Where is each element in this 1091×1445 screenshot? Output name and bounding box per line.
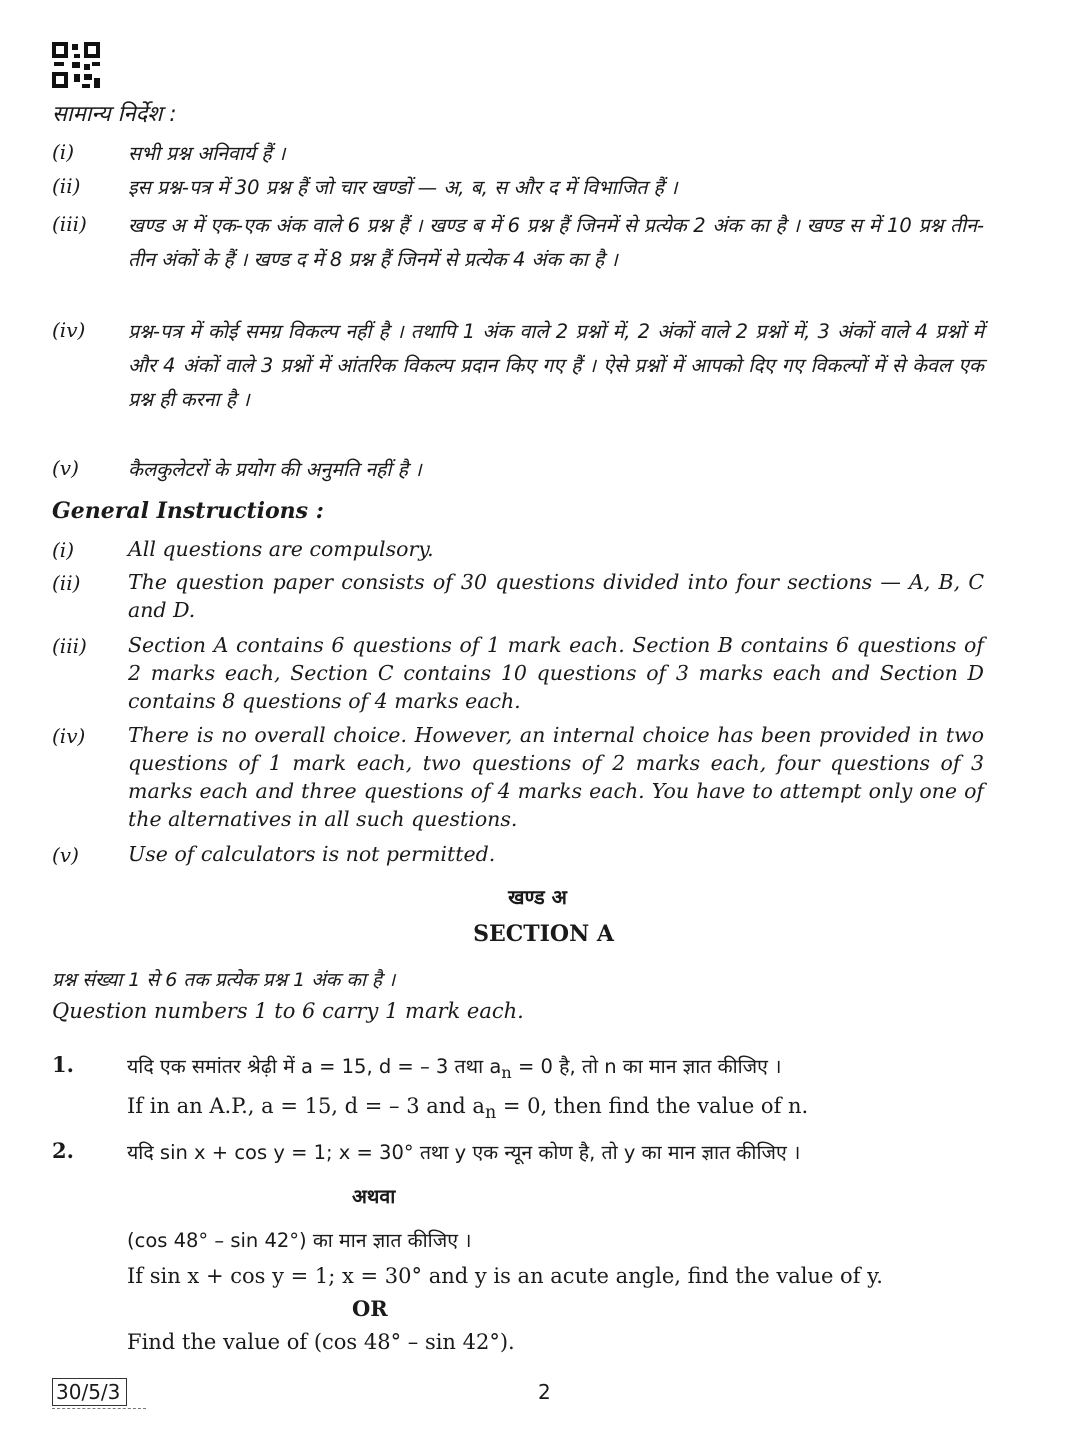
question-number: 1. [52, 1052, 74, 1077]
instruction-text: The question paper consists of 30 questions divided into four sections — A, B, C and D. [128, 570, 984, 622]
instruction-text: कैलकुलेटरों के प्रयोग की अनुमति नहीं है । [128, 458, 422, 481]
question-1-english [127, 1094, 808, 1123]
marks-note-english: Question numbers 1 to 6 carry 1 mark each. [52, 999, 524, 1023]
question-2-english-alternative: Find the value of (cos 48° – sin 42°). [127, 1330, 515, 1354]
or-label-english: OR [352, 1296, 388, 1321]
question-text: = 0 है, तो n का मान ज्ञात कीजिए । [511, 1055, 782, 1078]
paper-code-underline [52, 1408, 146, 1409]
or-label-hindi: अथवा [352, 1185, 396, 1208]
instruction-text: Use of calculators is not permitted. [128, 842, 496, 866]
question-2-hindi: यदि sin x + cos y = 1; x = 30° तथा y एक न्यून कोण है, तो y का मान ज्ञात कीजिए । [127, 1141, 801, 1164]
question-text: If in an A.P., a = 15, d = – 3 and a [127, 1094, 485, 1118]
instruction-text: Section A contains 6 questions of 1 mark each. Section B contains 6 questions of 2 marks each, Section C contains 10 questions of 3 marks each and Section D contains 8 questions of 4 marks each. [128, 633, 984, 713]
instruction-text: There is no overall choice. However, an internal choice has been provided in two questions of 1 mark each, two questions of 2 marks each, four questions of 3 marks each and three questions of 4 marks each. You have to attempt only one of the alternatives in all such questions. [128, 723, 984, 831]
subscript: n [484, 1103, 497, 1124]
english-instructions-heading: General Instructions : [52, 498, 324, 524]
marks-note-hindi: प्रश्न संख्या 1 से 6 तक प्रत्येक प्रश्न 1 अंक का है । [52, 969, 396, 991]
instruction-number: (iii) [52, 212, 87, 236]
question-2-english: If sin x + cos y = 1; x = 30° and y is an acute angle, find the value of y. [127, 1264, 883, 1288]
question-number: 2. [52, 1138, 74, 1163]
instruction-number: (v) [52, 456, 79, 480]
paper-code: 30/5/3 [52, 1378, 127, 1406]
instruction-number: (i) [52, 140, 75, 164]
instruction-number: (i) [52, 538, 75, 562]
instruction-text: प्रश्न-पत्र में कोई समग्र विकल्प नहीं है । तथापि 1 अंक वाले 2 प्रश्नों में, 2 अंकों वाले 2 प्रश्नों में, 3 अंकों वाले 4 प्रश्नों में और 4 अंकों वाले 3 प्रश्नों में आंतरिक विकल्प प्रदान किए गए हैं । ऐसे प्रश्नों में आपको दिए गए विकल्पों में से केवल एक प्रश्न ही करना है । [128, 320, 984, 411]
question-text: यदि एक समांतर श्रेढ़ी में a = 15, d = – 3 तथा a [127, 1055, 502, 1078]
instruction-text: सभी प्रश्न अनिवार्य हैं । [128, 142, 286, 165]
instruction-text: इस प्रश्न-पत्र में 30 प्रश्न हैं जो चार खण्डों — अ, ब, स और द में विभाजित हैं । [128, 176, 678, 199]
instruction-number: (iv) [52, 318, 86, 342]
subscript: n [501, 1062, 512, 1082]
instruction-number: (ii) [52, 174, 81, 198]
instruction-number: (v) [52, 843, 79, 867]
instruction-number: (ii) [52, 571, 81, 595]
question-2-hindi-alternative: (cos 48° – sin 42°) का मान ज्ञात कीजिए । [127, 1229, 472, 1252]
qr-code [52, 42, 100, 88]
question-text: = 0, then find the value of n. [496, 1094, 809, 1118]
hindi-instructions-heading: सामान्य निर्देश : [52, 102, 177, 127]
instruction-text: खण्ड अ में एक-एक अंक वाले 6 प्रश्न हैं । खण्ड ब में 6 प्रश्न हैं जिनमें से प्रत्येक 2 अंक का है । खण्ड स में 10 प्रश्न तीन-तीन अंकों के हैं । खण्ड द में 8 प्रश्न हैं जिनमें से प्रत्येक 4 अंक का है । [128, 214, 984, 271]
section-heading-english: SECTION A [473, 921, 614, 947]
question-1-hindi [127, 1052, 782, 1082]
instruction-text: All questions are compulsory. [128, 537, 434, 561]
page-number: 2 [538, 1380, 551, 1404]
instruction-number: (iv) [52, 724, 86, 748]
instruction-number: (iii) [52, 634, 87, 658]
section-heading-hindi: खण्ड अ [508, 885, 567, 909]
